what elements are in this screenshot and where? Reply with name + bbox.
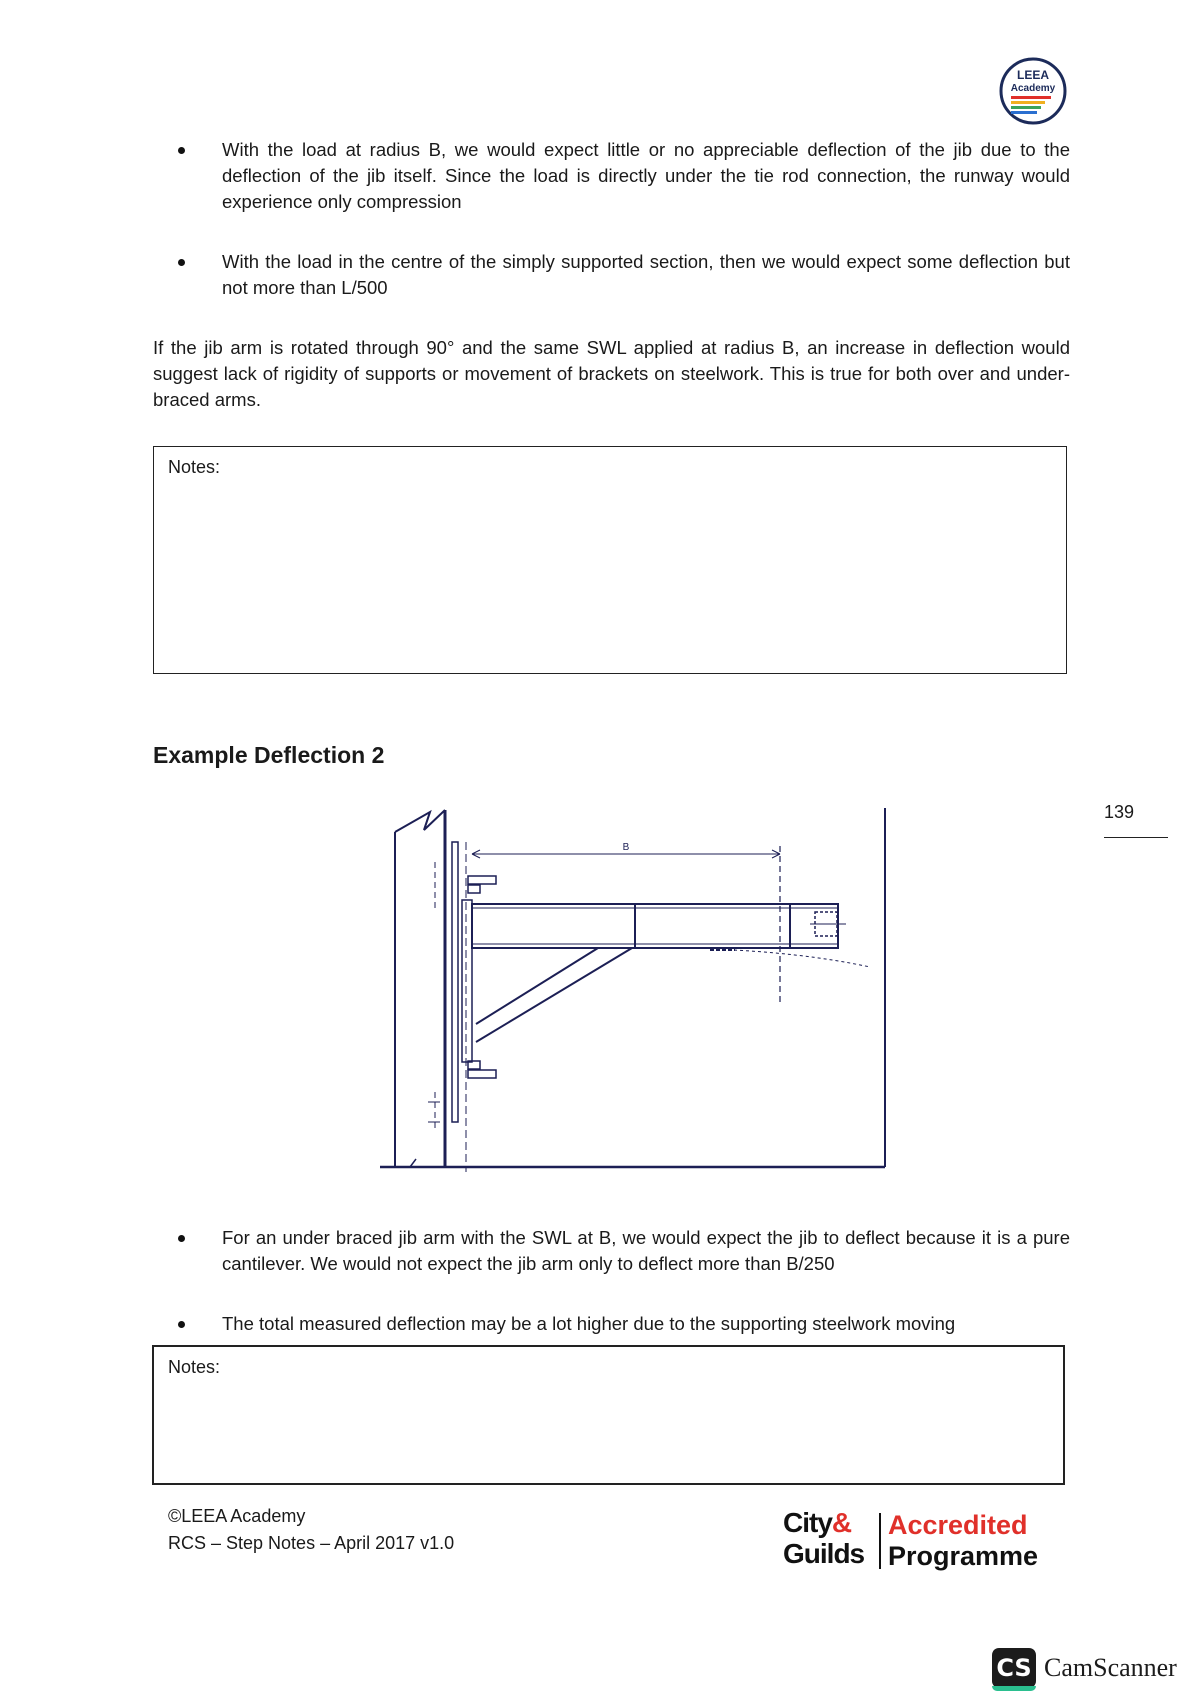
- cg-city-text: City&: [783, 1507, 852, 1538]
- bullet-item: [185, 249, 1070, 301]
- notes-label: Notes:: [168, 457, 221, 477]
- notes-box-2[interactable]: [152, 1345, 1065, 1485]
- bullet-item: [185, 1225, 1070, 1277]
- dimension-label-b: B: [622, 842, 630, 853]
- bullet-dot: [178, 1321, 185, 1328]
- top-clamp: [468, 876, 496, 884]
- jib-deflection-diagram: [380, 802, 890, 1174]
- camscanner-badge: CS: [992, 1648, 1036, 1688]
- notes-box-1[interactable]: [153, 446, 1067, 674]
- section-heading: Example Deflection 2: [153, 742, 385, 768]
- top-clamp-nut: [468, 885, 480, 893]
- camscanner-badge-bar: [992, 1686, 1036, 1691]
- city-guilds-accredited-logo: [783, 1507, 1043, 1575]
- cg-accredited-text: Accredited: [888, 1510, 1028, 1540]
- bullet-dot: [178, 147, 185, 154]
- cg-programme-text: Programme: [888, 1541, 1039, 1571]
- camscanner-watermark: [992, 1648, 1192, 1692]
- footer-doc-ref: RCS – Step Notes – April 2017 v1.0: [168, 1533, 455, 1553]
- column-plate: [452, 842, 458, 1122]
- leea-academy-logo: [998, 56, 1068, 126]
- bullet-item: [185, 137, 1070, 215]
- notes-label: Notes:: [168, 1357, 221, 1377]
- bullet-dot: [178, 259, 185, 266]
- cg-divider: [879, 1513, 881, 1569]
- bullet-dot: [178, 1235, 185, 1242]
- leea-logo-line1: LEEA: [1016, 68, 1050, 82]
- wall-break-line: [395, 810, 445, 832]
- bottom-clamp: [468, 1070, 496, 1078]
- cg-guilds-text: Guilds: [783, 1538, 865, 1569]
- leea-logo-line2: Academy: [1010, 83, 1056, 94]
- footer-copyright: ©LEEA Academy: [168, 1506, 306, 1526]
- bullet-text: The total measured deflection may be a lot higher due to the supporting steelwork moving: [222, 1313, 956, 1334]
- page-number: 139: [1104, 802, 1135, 822]
- bullet-item: [185, 1311, 1070, 1337]
- deflection-curve: [710, 949, 870, 967]
- bracket-plate: [462, 900, 472, 1062]
- brace-lower-edge: [476, 948, 632, 1042]
- bullet-text: With the load in the centre of the simply supported section, then we would expect some deflection but not more than L/500: [222, 251, 1070, 298]
- bullet-text: For an under braced jib arm with the SWL at B, we would expect the jib to deflect because it is a pure cantilever. We would not expect the jib arm only to deflect more than B/250: [222, 1227, 1070, 1274]
- jib-arm: [472, 904, 838, 948]
- body-paragraph: If the jib arm is rotated through 90° and the same SWL applied at radius B, an increase in deflection would suggest lack of rigidity of supports or movement of brackets on steelwork. This is true for both over and under-braced arms.: [153, 337, 1070, 410]
- camscanner-name: CamScanner: [1044, 1653, 1177, 1682]
- page-number-rule: [1104, 837, 1168, 838]
- brace-upper-edge: [476, 948, 598, 1024]
- bullet-text: With the load at radius B, we would expect little or no appreciable deflection of the jib due to the deflection of the jib itself. Since the load is directly under the tie rod connection, the runway would experience only compression: [222, 139, 1070, 212]
